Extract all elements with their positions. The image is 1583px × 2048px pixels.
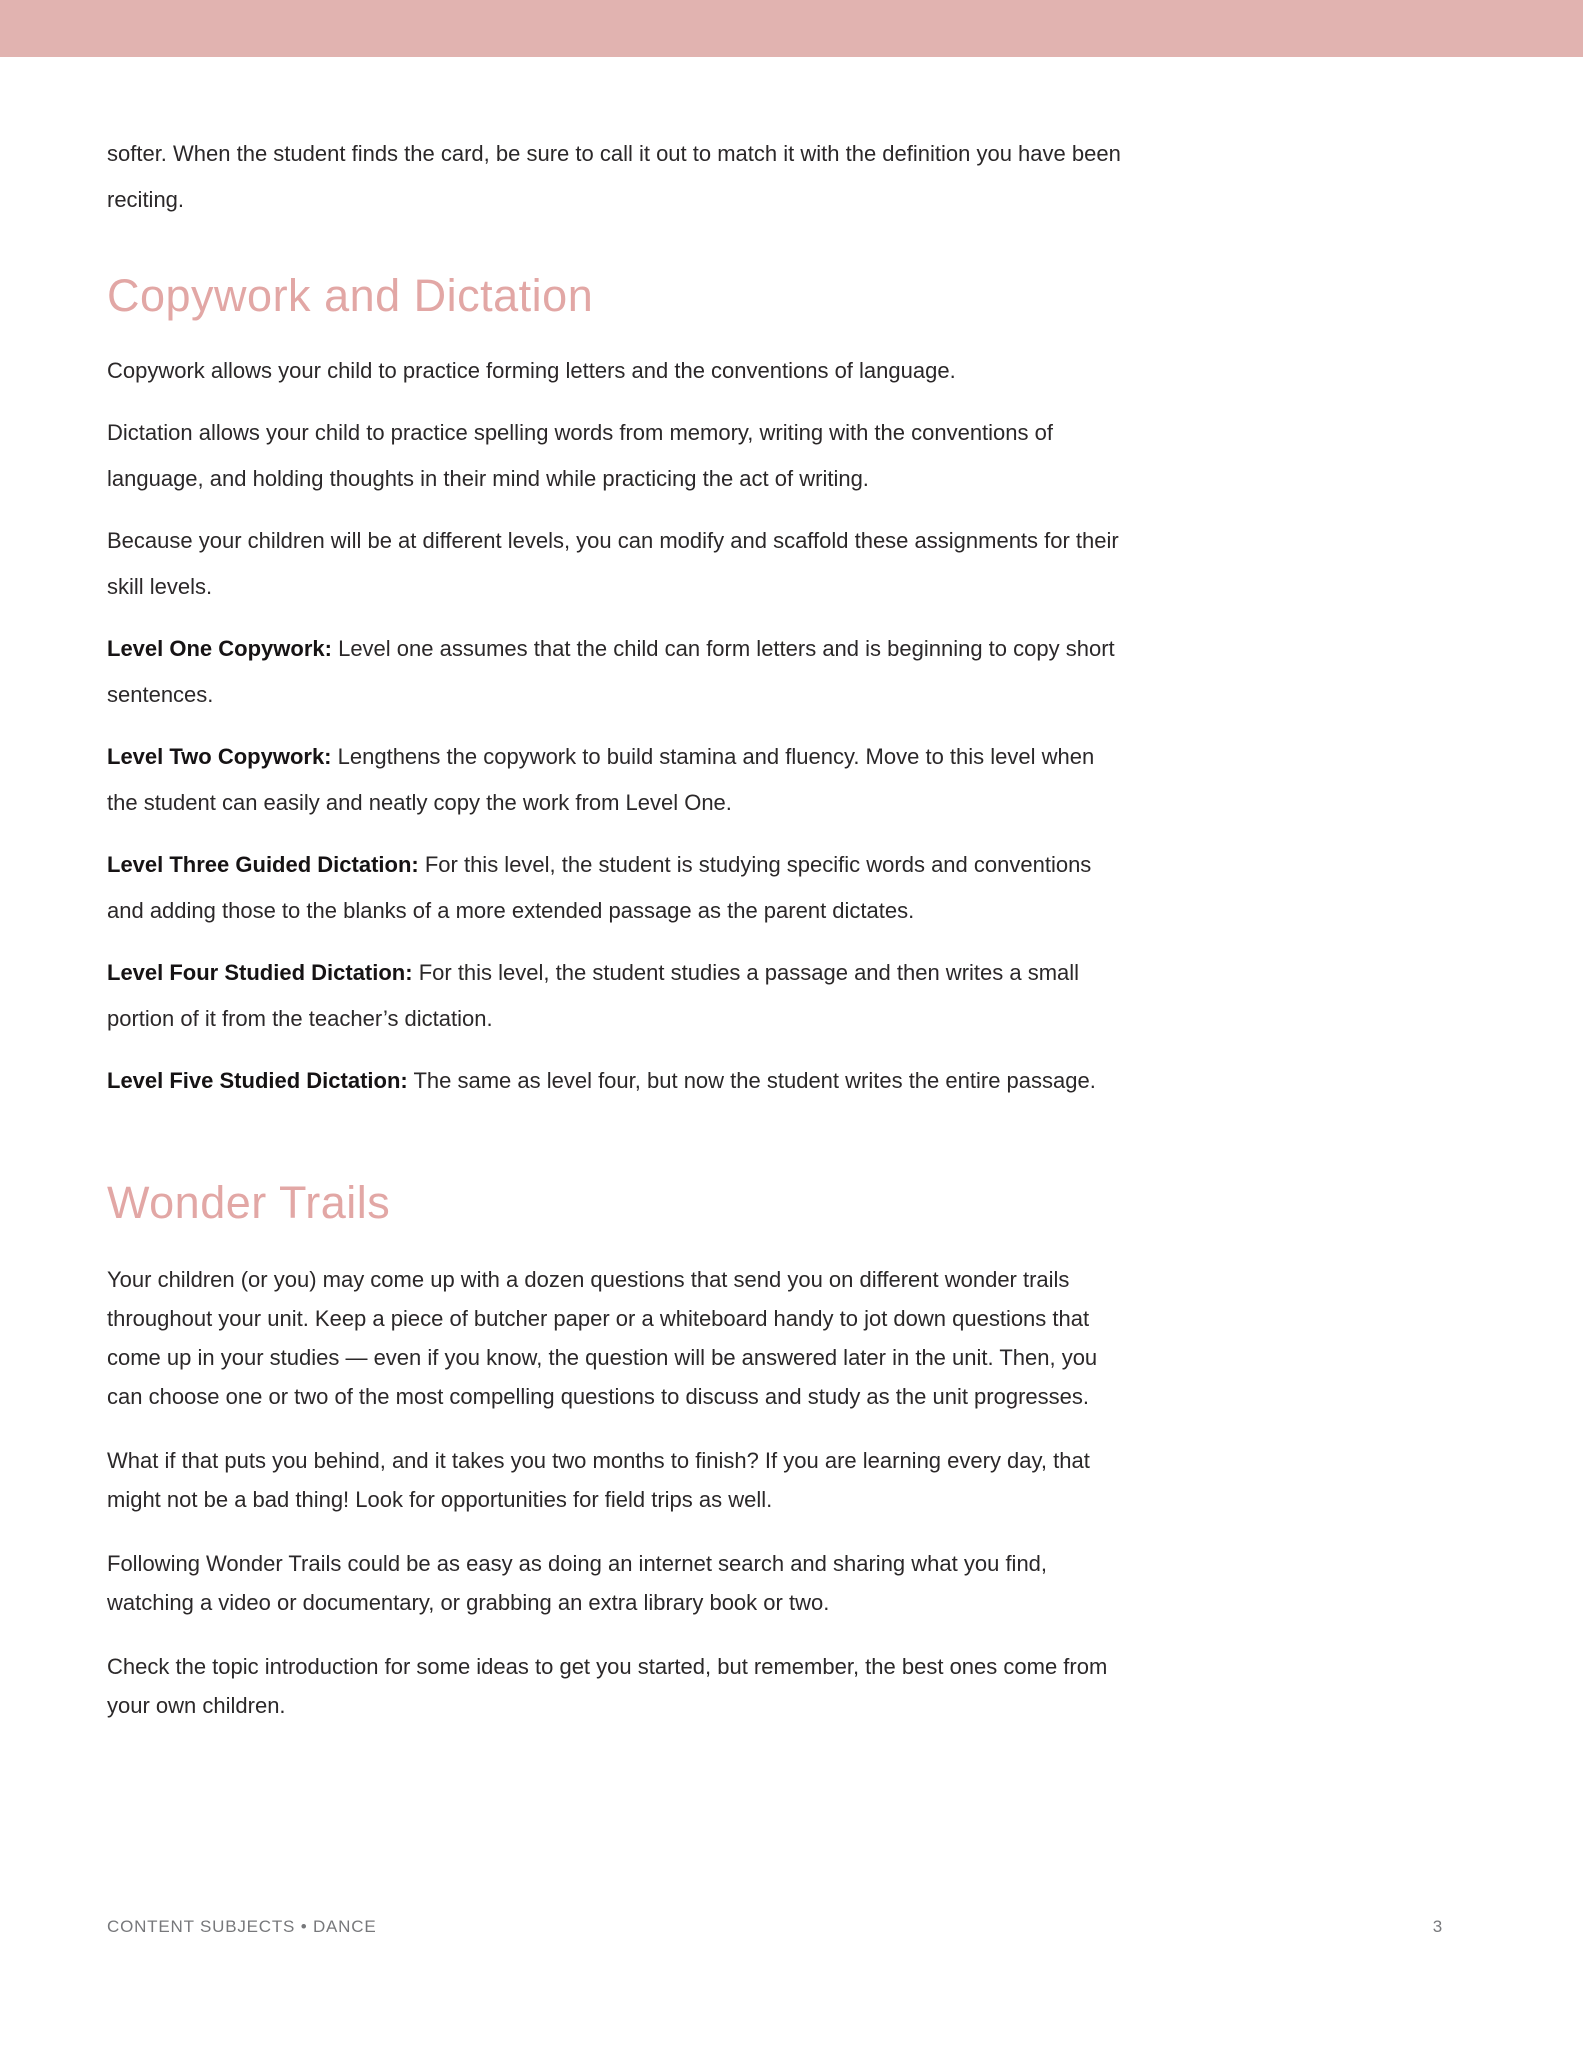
level-two-lead: Level Two Copywork: [107, 744, 332, 769]
level-three-text: For this level, the student is studying specific words and conventions and adding those to the blanks of a more extended passage as the parent dictates. [107, 852, 1092, 923]
level-four-lead: Level Four Studied Dictation: [107, 960, 413, 985]
level-one-paragraph [107, 626, 1122, 718]
section-heading-copywork-and-dictation: Copywork and Dictation [107, 270, 594, 321]
level-two-text: Lengthens the copywork to build stamina and fluency. Move to this level when the student can easily and neatly copy the work from Level One. [107, 744, 1095, 815]
wonder-paragraph: Check the topic introduction for some ideas to get you started, but remember, the best ones come from your own children. [107, 1654, 1108, 1718]
copywork-paragraph: Copywork allows your child to practice forming letters and the conventions of language. [107, 358, 956, 383]
level-three-paragraph [107, 842, 1122, 934]
level-five-text: The same as level four, but now the student writes the entire passage. [413, 1068, 1096, 1093]
page-footer [107, 1917, 1443, 1937]
footer-section-label: CONTENT SUBJECTS • DANCE [107, 1917, 377, 1936]
section-heading-wonder-trails: Wonder Trails [107, 1177, 391, 1228]
page-content [0, 57, 1122, 1725]
wonder-paragraph: What if that puts you behind, and it takes you two months to finish? If you are learning every day, that might not be a bad thing! Look for opportunities for field trips as well. [107, 1448, 1090, 1512]
copywork-paragraph: Because your children will be at different levels, you can modify and scaffold these assignments for their skill levels. [107, 528, 1119, 599]
intro-continued-paragraph: softer. When the student finds the card, be sure to call it out to match it with the definition you have been reciting. [107, 141, 1121, 212]
top-accent-bar [0, 0, 1583, 57]
level-one-lead: Level One Copywork: [107, 636, 332, 661]
level-one-text: Level one assumes that the child can form letters and is beginning to copy short sentences. [107, 636, 1115, 707]
level-four-paragraph [107, 950, 1122, 1042]
level-three-lead: Level Three Guided Dictation: [107, 852, 419, 877]
wonder-paragraph: Your children (or you) may come up with a dozen questions that send you on different wonder trails throughout your unit. Keep a piece of butcher paper or a whiteboard handy to jot down questions that come up in your studies — even if you know, the question will be answered later in the unit. Then, you can choose one or two of the most compelling questions to discuss and study as the unit progresses. [107, 1267, 1098, 1409]
level-five-paragraph [107, 1058, 1122, 1104]
level-two-paragraph [107, 734, 1122, 826]
wonder-paragraph: Following Wonder Trails could be as easy as doing an internet search and sharing what you find, watching a video or documentary, or grabbing an extra library book or two. [107, 1551, 1048, 1615]
level-four-text: For this level, the student studies a passage and then writes a small portion of it from the teacher’s dictation. [107, 960, 1080, 1031]
page-number: 3 [1432, 1917, 1443, 1936]
copywork-paragraph: Dictation allows your child to practice spelling words from memory, writing with the conventions of language, and holding thoughts in their mind while practicing the act of writing. [107, 420, 1053, 491]
level-five-lead: Level Five Studied Dictation: [107, 1068, 408, 1093]
